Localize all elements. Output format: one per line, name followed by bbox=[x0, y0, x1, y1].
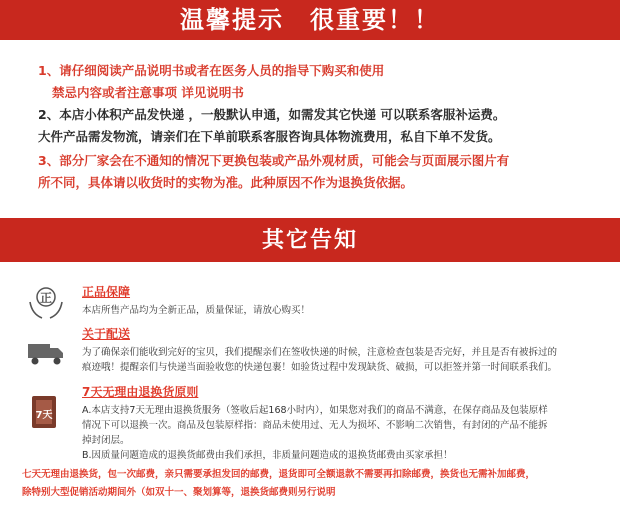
section-delivery-body-1: 为了确保亲们能收到完好的宝贝，我们提醒亲们在签收快递的时候，注意检查包装是否完好，并且是否有被拆过的 bbox=[82, 347, 558, 358]
other-notices-title: 其它告知 bbox=[261, 227, 358, 253]
warm-tips-title: 温馨提示 很重要！！ bbox=[180, 5, 440, 34]
hands-genuine-icon bbox=[26, 282, 66, 322]
section-returns-body-4: B.因质量问题造成的退换货邮费由我们承担，非质量问题造成的退换货邮费由买家承担！ bbox=[82, 450, 453, 461]
section-returns-body-3: 掉封闭层。 bbox=[82, 435, 130, 446]
section-returns-body-1: A.本店支持7天无理由退换货服务（签收后起168小时内），如果您对我们的商品不满意，在保存商品及包装原样 bbox=[82, 405, 548, 416]
section-genuine bbox=[82, 284, 602, 318]
section-returns bbox=[82, 384, 602, 463]
delivery-truck-icon bbox=[26, 338, 66, 368]
warm-tips-banner bbox=[0, 0, 620, 40]
notice-2 bbox=[38, 104, 608, 148]
footer-line-2: 除特别大型促销活动期间外（如双十一、聚划算等，退换货邮费则另行说明 bbox=[22, 487, 336, 498]
section-genuine-body: 本店所售产品均为全新正品，质量保证，请放心购买！ bbox=[82, 305, 311, 316]
seven-day-return-icon bbox=[26, 392, 66, 432]
notice-3-line-2: 所不同，具体请以收货时的实物为准。此种原因不作为退换货依据。 bbox=[38, 175, 414, 190]
section-returns-body-2: 情况下可以退换一次。商品及包装原样指：商品未使用过、无人为损坏、不影响二次销售，有封闭的产品不能拆 bbox=[82, 420, 548, 431]
footer-note bbox=[22, 466, 612, 502]
genuine-icon-glyph: 正 bbox=[39, 291, 53, 305]
footer-line-1: 七天无理由退换货，包一次邮费，亲只需要承担发回的邮费，退货即可全额退款不需要再扣除邮费，换货也无需补加邮费， bbox=[22, 469, 536, 480]
notice-1 bbox=[38, 60, 608, 104]
notice-1-line-2: 禁忌内容或者注意事项 详见说明书 bbox=[52, 85, 244, 100]
seven-day-icon-glyph: 7天 bbox=[35, 410, 53, 421]
section-returns-title: 7天无理由退换货原则 bbox=[82, 385, 199, 399]
section-delivery-title: 关于配送 bbox=[82, 327, 131, 341]
notice-2-line-2: 大件产品需发物流，请亲们在下单前联系客服咨询具体物流费用，私自下单不发货。 bbox=[38, 129, 501, 144]
notice-1-line-1: 1、请仔细阅读产品说明书或者在医务人员的指导下购买和使用 bbox=[38, 63, 385, 78]
notice-3-line-1: 3、部分厂家会在不通知的情况下更换包装或产品外观材质，可能会与页面展示图片有 bbox=[38, 153, 510, 168]
other-notices-banner bbox=[0, 218, 620, 262]
notice-3 bbox=[38, 150, 608, 194]
section-genuine-title: 正品保障 bbox=[82, 285, 131, 299]
section-delivery bbox=[82, 326, 602, 375]
section-delivery-body-2: 痕迹哦！提醒亲们与快递当面验收您的快递包裹！如验货过程中发现缺货、破损，可以拒签并第一时间联系我们。 bbox=[82, 362, 558, 373]
notice-2-line-1: 2、本店小体积产品发快递 ，一般默认申通，如需发其它快递 可以联系客服补运费。 bbox=[38, 107, 506, 122]
